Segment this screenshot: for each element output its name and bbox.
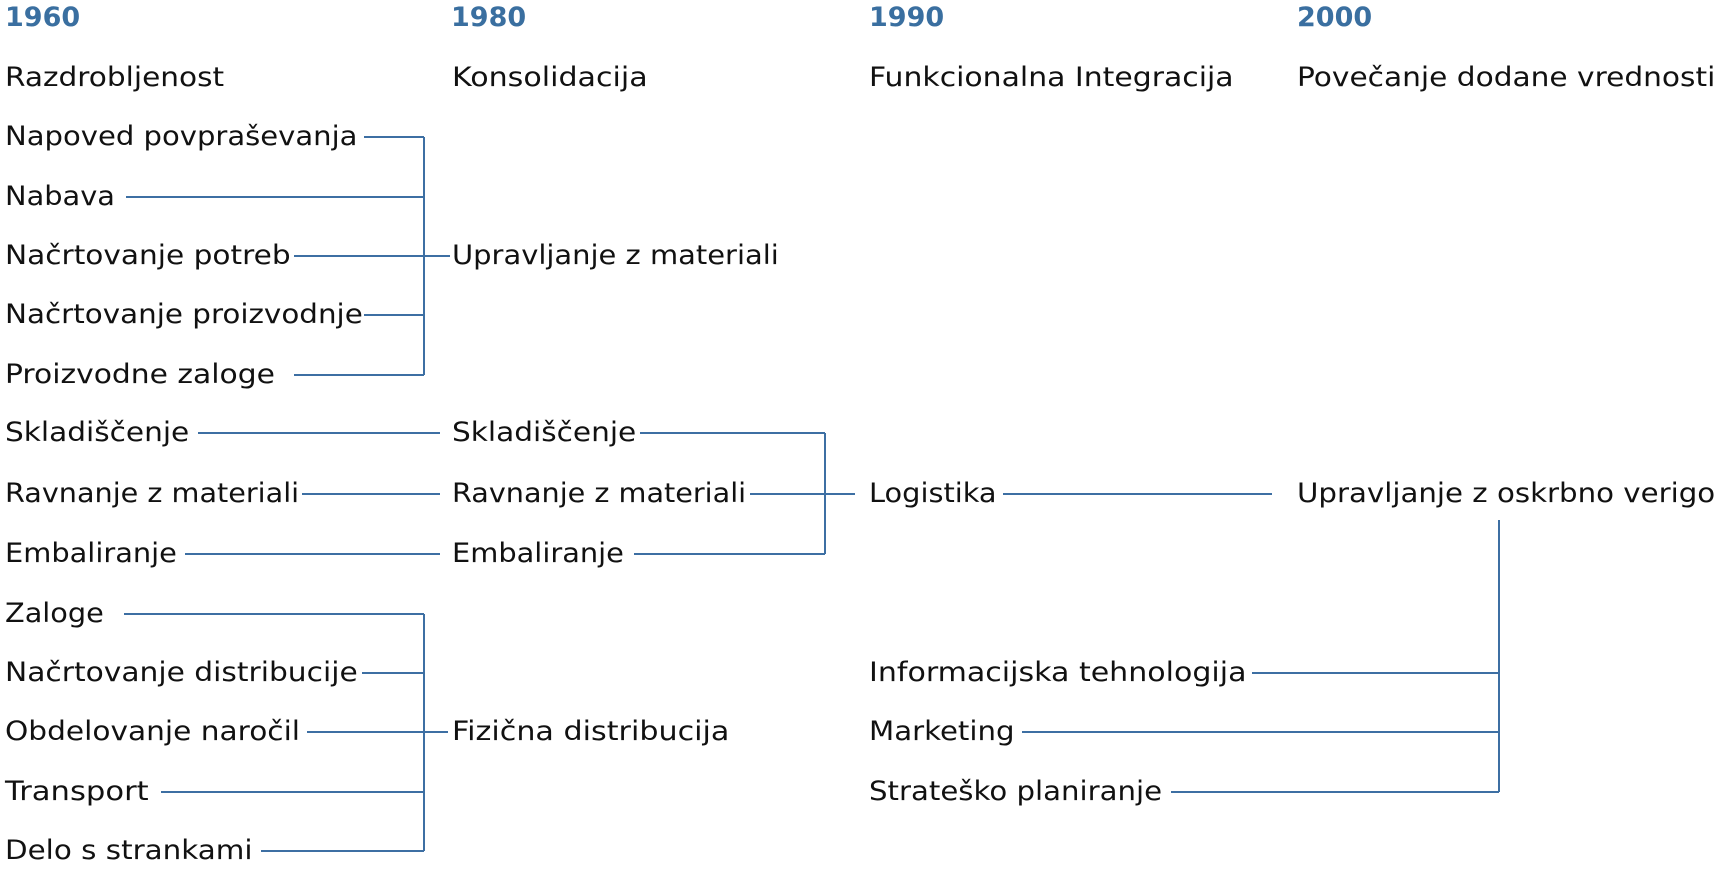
item-1980-fizicna-distribucija: Fizična distribucija [452,716,730,747]
item-1960-skladiscenje: Skladiščenje [5,417,190,448]
item-1980-upravljanje-z-materiali: Upravljanje z materiali [452,240,779,271]
item-1980-ravnanje-z-materiali: Ravnanje z materiali [452,478,747,509]
item-1980-skladiscenje: Skladiščenje [452,417,637,448]
item-1960-delo-s-strankami: Delo s strankami [5,835,253,866]
stage-title-1960: Razdrobljenost [5,62,225,93]
year-1990: 1990 [869,2,945,33]
stage-title-1980: Konsolidacija [452,62,648,93]
item-1960-obdelovanje-narocil: Obdelovanje naročil [5,716,301,747]
item-1960-napoved-povprasevanja: Napoved povpraševanja [5,121,358,152]
stage-title-1990: Funkcionalna Integracija [869,62,1234,93]
item-1960-transport: Transport [5,776,149,807]
item-1960-nabava: Nabava [5,181,115,212]
item-1960-proizvodne-zaloge: Proizvodne zaloge [5,359,275,390]
item-1990-stratesko-planiranje: Strateško planiranje [869,776,1163,807]
item-1960-ravnanje-z-materiali: Ravnanje z materiali [5,478,300,509]
item-1960-embaliranje: Embaliranje [5,538,177,569]
item-1990-logistika: Logistika [869,478,997,509]
item-1960-nacrtovanje-potreb: Načrtovanje potreb [5,240,291,271]
item-1990-informacijska-tehnologija: Informacijska tehnologija [869,657,1247,688]
year-1960: 1960 [5,2,81,33]
item-1990-marketing: Marketing [869,716,1015,747]
item-1960-zaloge: Zaloge [5,598,104,629]
year-1980: 1980 [451,2,527,33]
item-1960-nacrtovanje-proizvodnje: Načrtovanje proizvodnje [5,299,363,330]
item-2000-upravljanje-z-oskrbno-verigo: Upravljanje z oskrbno verigo [1297,478,1716,509]
item-1980-embaliranje: Embaliranje [452,538,624,569]
item-1960-nacrtovanje-distribucije: Načrtovanje distribucije [5,657,358,688]
stage-title-2000: Povečanje dodane vrednosti [1297,62,1716,93]
year-2000: 2000 [1297,2,1373,33]
